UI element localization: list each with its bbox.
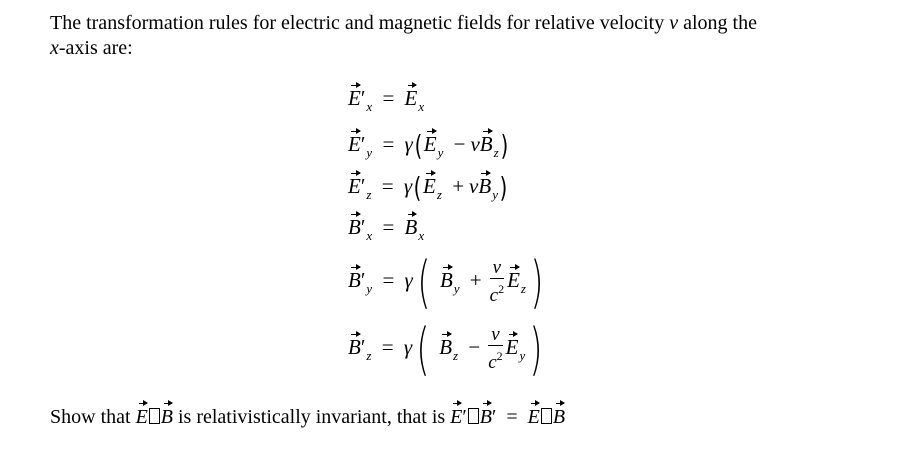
equation-ey: $E'_y = \gamma(E_y - vB_z)$ [348, 129, 508, 162]
x-axis-symbol: x [50, 37, 59, 59]
intro-text-line1: The transformation rules for electric and magnetic fields for relative velocity [50, 12, 665, 34]
intro-text-line2-end: -axis are: [58, 37, 133, 59]
equation-ex: $E'_x = E_x$ [348, 86, 425, 114]
problem-intro [50, 11, 890, 61]
equation-bz: $B'_z = \gamma$( $B_z$ − $\frac{v}{c^2}$ $E_y$) [348, 317, 543, 382]
equation-by: $B'_y = \gamma$( $B_y$ + $\frac{v}{c^2}$ $E_z$) [348, 250, 544, 315]
dot-product-placeholder-icon [149, 408, 160, 424]
dot-product-placeholder-icon [541, 408, 552, 424]
final-text-before: Show that [50, 406, 131, 428]
fraction-v-over-c2: $\frac{v}{c^2}$ [489, 257, 505, 307]
equation-bx: $B'_x = B_x$ [348, 215, 425, 243]
intro-text-line1-end: along the [683, 12, 757, 34]
invariance-statement: Show that E B is relativistically invariant, that is E′ B′ = E B [50, 406, 566, 428]
equation-ez: $E'_z = \gamma(E_z + vB_y)$ [348, 171, 508, 204]
final-text-middle: is relativistically invariant, that is [178, 406, 446, 428]
gamma-symbol: γ [404, 132, 413, 156]
fraction-v-over-c2: $\frac{v}{c^2}$ [488, 324, 503, 374]
dot-product-placeholder-icon [468, 408, 479, 424]
velocity-symbol: v [669, 12, 679, 34]
e-vector: E [348, 86, 361, 110]
b-vector: B [348, 215, 361, 239]
